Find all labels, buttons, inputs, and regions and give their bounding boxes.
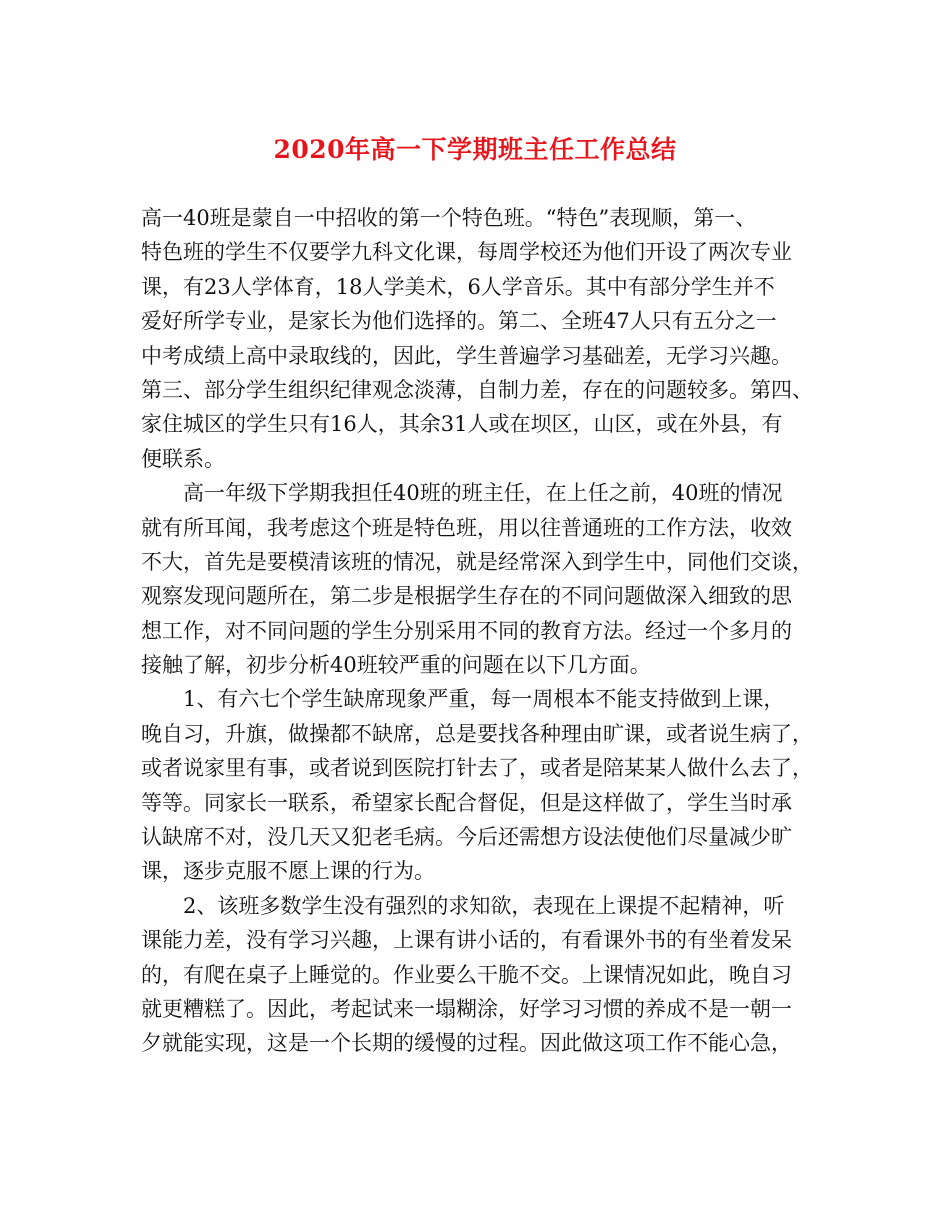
text-line: 观察发现问题所在，第二步是根据学生存在的不同问题做深入细致的思 bbox=[141, 584, 792, 609]
paragraph-3 bbox=[141, 682, 831, 888]
text-line: 课，有23人学体育，18人学美术，6人学音乐。其中有部分学生并不 bbox=[141, 274, 775, 299]
text-line: 课，逐步克服不愿上课的行为。 bbox=[141, 859, 435, 884]
paragraph-1 bbox=[141, 201, 831, 476]
text-line: 中考成绩上高中录取线的，因此，学生普遍学习基础差，无学习兴趣。 bbox=[141, 343, 792, 368]
text-line: 夕就能实现，这是一个长期的缓慢的过程。因此做这项工作不能心急， bbox=[141, 1031, 792, 1056]
text-line: 便联系。 bbox=[141, 446, 225, 471]
text-line: 的，有爬在桌子上睡觉的。作业要么干脆不交。上课情况如此，晚自习 bbox=[141, 962, 792, 987]
document-title: 2020年高一下学期班主任工作总结 bbox=[273, 135, 677, 164]
text-line: 1、有六七个学生缺席现象严重，每一周根本不能支持做到上课， bbox=[183, 687, 785, 712]
text-line: 家住城区的学生只有16人，其余31人或在坝区，山区，或在外县，有 bbox=[141, 412, 783, 437]
text-line: 课能力差，没有学习兴趣，上课有讲小话的，有看课外书的有坐着发呆 bbox=[141, 928, 792, 953]
text-line: 认缺席不对，没几天又犯老毛病。今后还需想方设法使他们尽量减少旷 bbox=[141, 825, 792, 850]
text-line: 特色班的学生不仅要学九科文化课，每周学校还为他们开设了两次专业 bbox=[141, 240, 792, 265]
text-line: 不大，首先是要模清该班的情况，就是经常深入到学生中，同他们交谈， bbox=[141, 549, 813, 574]
text-line: 或者说家里有事，或者说到医院打针去了，或者是陪某某人做什么去了， bbox=[141, 756, 813, 781]
text-line: 第三、部分学生组织纪律观念淡薄，自制力差，存在的问题较多。第四、 bbox=[141, 377, 813, 402]
text-line: 2、该班多数学生没有强烈的求知欲，表现在上课提不起精神，听 bbox=[183, 893, 785, 918]
text-line: 高一40班是蒙自一中招收的第一个特色班。“特色”表现顺，第一、 bbox=[141, 206, 757, 230]
text-line: 等等。同家长一联系，希望家长配合督促，但是这样做了，学生当时承 bbox=[141, 790, 792, 815]
paragraph-2 bbox=[141, 476, 831, 682]
text-line: 晚自习，升旗，做操都不缺席，总是要找各种理由旷课，或者说生病了， bbox=[141, 721, 813, 746]
text-line: 就有所耳闻，我考虑这个班是特色班，用以往普通班的工作方法，收效 bbox=[141, 515, 792, 540]
document-body bbox=[141, 201, 831, 1061]
text-line: 爱好所学专业，是家长为他们选择的。第二、全班47人只有五分之一 bbox=[141, 309, 777, 334]
text-line: 就更糟糕了。因此，考起试来一塌糊涂，好学习习惯的养成不是一朝一 bbox=[141, 996, 792, 1021]
text-line: 想工作，对不同问题的学生分别采用不同的教育方法。经过一个多月的 bbox=[141, 618, 792, 643]
paragraph-4 bbox=[141, 889, 831, 1061]
text-line: 接触了解，初步分析40班较严重的问题在以下几方面。 bbox=[141, 653, 651, 678]
text-line: 高一年级下学期我担任40班的班主任，在上任之前，40班的情况 bbox=[183, 481, 783, 506]
